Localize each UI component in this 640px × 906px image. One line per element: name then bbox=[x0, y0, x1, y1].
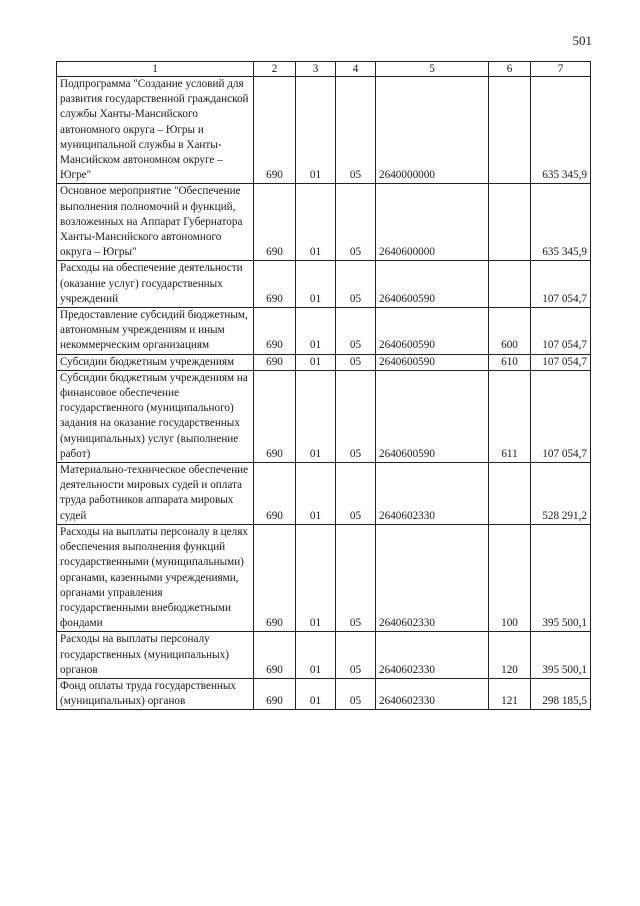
section-code: 01 bbox=[296, 524, 336, 631]
ministry-code: 690 bbox=[254, 632, 296, 679]
table-row bbox=[57, 524, 591, 631]
ministry-code: 690 bbox=[254, 524, 296, 631]
amount: 635 345,9 bbox=[531, 184, 591, 261]
ministry-code: 690 bbox=[254, 308, 296, 355]
section-code: 01 bbox=[296, 354, 336, 370]
column-header-2: 2 bbox=[254, 62, 296, 77]
amount: 395 500,1 bbox=[531, 632, 591, 679]
amount: 107 054,7 bbox=[531, 370, 591, 462]
budget-table bbox=[56, 61, 591, 710]
row-name: Субсидии бюджетным учреждениям bbox=[57, 354, 254, 370]
expense-type-code bbox=[489, 463, 531, 525]
subsection-code: 05 bbox=[336, 678, 376, 709]
target-article-code: 2640600000 bbox=[376, 184, 489, 261]
table-row bbox=[57, 463, 591, 525]
ministry-code: 690 bbox=[254, 354, 296, 370]
subsection-code: 05 bbox=[336, 184, 376, 261]
section-code: 01 bbox=[296, 632, 336, 679]
amount: 395 500,1 bbox=[531, 524, 591, 631]
section-code: 01 bbox=[296, 184, 336, 261]
column-header-6: 6 bbox=[489, 62, 531, 77]
table-row bbox=[57, 354, 591, 370]
section-code: 01 bbox=[296, 261, 336, 308]
amount: 107 054,7 bbox=[531, 308, 591, 355]
expense-type-code: 611 bbox=[489, 370, 531, 462]
table-row bbox=[57, 678, 591, 709]
expense-type-code: 610 bbox=[489, 354, 531, 370]
row-name: Расходы на обеспечение деятельности (оказание услуг) государственных учреждений bbox=[57, 261, 254, 308]
section-code: 01 bbox=[296, 77, 336, 184]
ministry-code: 690 bbox=[254, 261, 296, 308]
subsection-code: 05 bbox=[336, 632, 376, 679]
amount: 298 185,5 bbox=[531, 678, 591, 709]
column-header-3: 3 bbox=[296, 62, 336, 77]
table-row bbox=[57, 77, 591, 184]
target-article-code: 2640602330 bbox=[376, 632, 489, 679]
table-row bbox=[57, 370, 591, 462]
target-article-code: 2640600590 bbox=[376, 354, 489, 370]
row-name: Подпрограмма "Создание условий для развития государственной гражданской службы Ханты-Мансийского автономного округа – Югры и муниципальной службы в Ханты-Мансийском автономном округе – Югре" bbox=[57, 77, 254, 184]
target-article-code: 2640602330 bbox=[376, 463, 489, 525]
expense-type-code: 100 bbox=[489, 524, 531, 631]
section-code: 01 bbox=[296, 463, 336, 525]
row-name: Фонд оплаты труда государственных (муниципальных) органов bbox=[57, 678, 254, 709]
target-article-code: 2640600590 bbox=[376, 308, 489, 355]
ministry-code: 690 bbox=[254, 678, 296, 709]
subsection-code: 05 bbox=[336, 308, 376, 355]
table-row bbox=[57, 308, 591, 355]
expense-type-code bbox=[489, 261, 531, 308]
section-code: 01 bbox=[296, 678, 336, 709]
subsection-code: 05 bbox=[336, 77, 376, 184]
expense-type-code: 120 bbox=[489, 632, 531, 679]
target-article-code: 2640000000 bbox=[376, 77, 489, 184]
expense-type-code: 121 bbox=[489, 678, 531, 709]
ministry-code: 690 bbox=[254, 77, 296, 184]
table-header-row bbox=[57, 62, 591, 77]
amount: 635 345,9 bbox=[531, 77, 591, 184]
amount: 107 054,7 bbox=[531, 354, 591, 370]
subsection-code: 05 bbox=[336, 370, 376, 462]
subsection-code: 05 bbox=[336, 463, 376, 525]
column-header-5: 5 bbox=[376, 62, 489, 77]
table-row bbox=[57, 632, 591, 679]
row-name: Материально-техническое обеспечение деятельности мировых судей и оплата труда работников аппарата мировых судей bbox=[57, 463, 254, 525]
target-article-code: 2640602330 bbox=[376, 524, 489, 631]
subsection-code: 05 bbox=[336, 524, 376, 631]
column-header-7: 7 bbox=[531, 62, 591, 77]
amount: 107 054,7 bbox=[531, 261, 591, 308]
target-article-code: 2640600590 bbox=[376, 370, 489, 462]
page-number: 501 bbox=[572, 33, 592, 48]
section-code: 01 bbox=[296, 308, 336, 355]
column-header-4: 4 bbox=[336, 62, 376, 77]
target-article-code: 2640602330 bbox=[376, 678, 489, 709]
subsection-code: 05 bbox=[336, 354, 376, 370]
row-name: Расходы на выплаты персоналу в целях обеспечения выполнения функций государственными (муниципальными) органами, казенными учреждениями, органами управления государственными внебюджетными фондами bbox=[57, 524, 254, 631]
expense-type-code bbox=[489, 184, 531, 261]
ministry-code: 690 bbox=[254, 370, 296, 462]
section-code: 01 bbox=[296, 370, 336, 462]
amount: 528 291,2 bbox=[531, 463, 591, 525]
expense-type-code bbox=[489, 77, 531, 184]
expense-type-code: 600 bbox=[489, 308, 531, 355]
row-name: Субсидии бюджетным учреждениям на финансовое обеспечение государственного (муниципального) задания на оказание государственных (муниципальных) услуг (выполнение работ) bbox=[57, 370, 254, 462]
table-row bbox=[57, 261, 591, 308]
ministry-code: 690 bbox=[254, 463, 296, 525]
row-name: Предоставление субсидий бюджетным, автономным учреждениям и иным некоммерческим организациям bbox=[57, 308, 254, 355]
target-article-code: 2640600590 bbox=[376, 261, 489, 308]
column-header-1: 1 bbox=[57, 62, 254, 77]
row-name: Расходы на выплаты персоналу государственных (муниципальных) органов bbox=[57, 632, 254, 679]
subsection-code: 05 bbox=[336, 261, 376, 308]
row-name: Основное мероприятие "Обеспечение выполнения полномочий и функций, возложенных на Аппарат Губернатора Ханты-Мансийского автономного округа – Югры" bbox=[57, 184, 254, 261]
ministry-code: 690 bbox=[254, 184, 296, 261]
table-row bbox=[57, 184, 591, 261]
